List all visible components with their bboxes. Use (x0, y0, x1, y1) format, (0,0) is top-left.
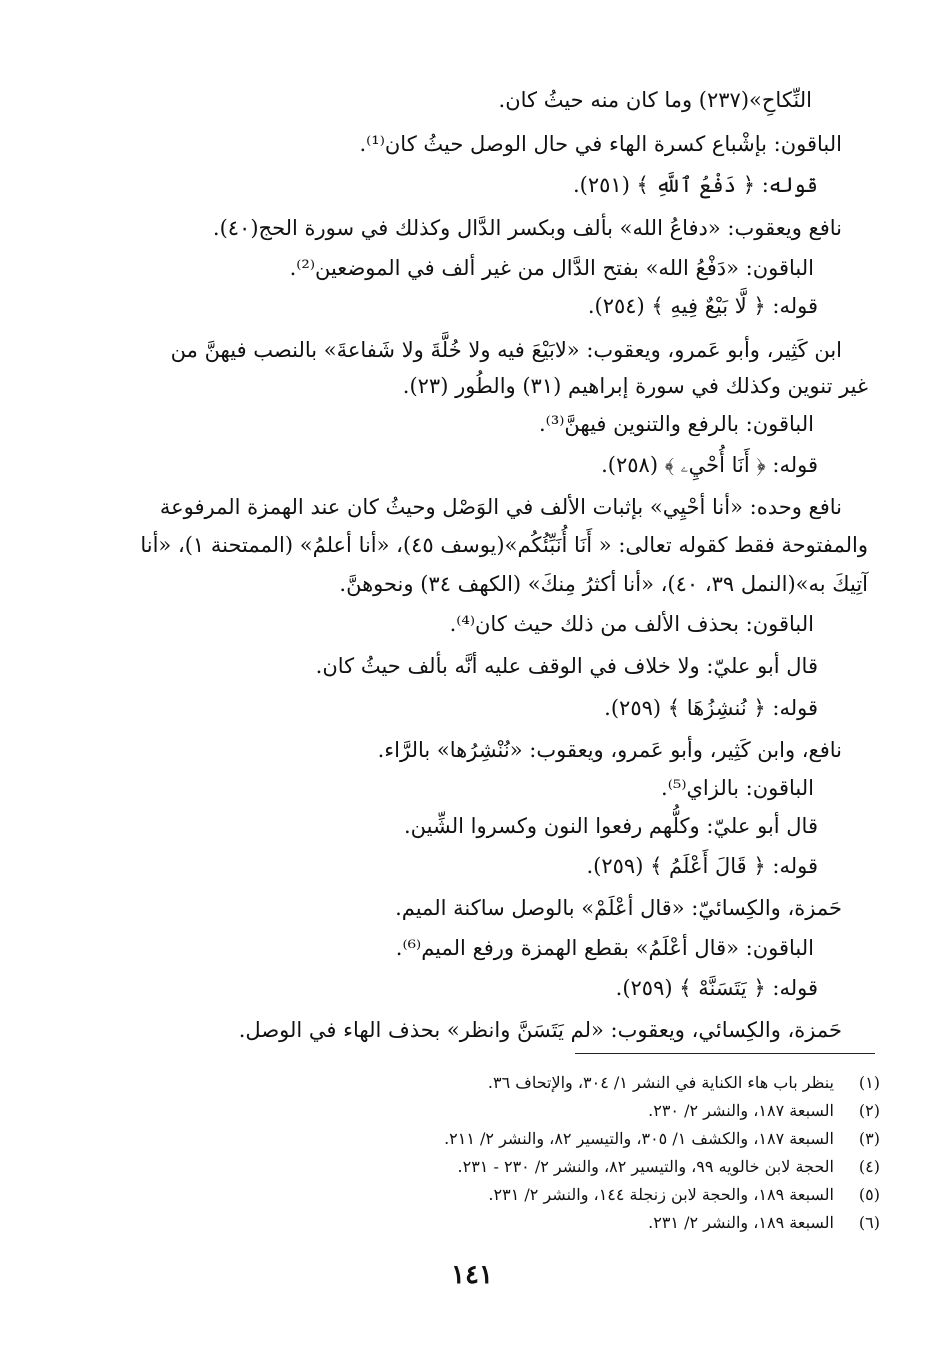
footnote-separator (575, 1053, 875, 1054)
body-line: الباقون: بالزاي⁽⁵⁾. (661, 776, 814, 800)
footnote-number: (٣) (858, 1129, 880, 1148)
footnote-number: (٤) (858, 1157, 880, 1176)
body-line: قال أبو عليّ: ولا خلاف في الوقف عليه أنَّه بألف حيثُ كان. (315, 654, 818, 678)
body-line: قوله: ﴿ لَّا بَيْعٌ فِيهِ ﴾ (٢٥٤). (587, 294, 818, 318)
page-number: ١٤١ (451, 1260, 493, 1290)
body-line: قوله: ﴿ نُنشِزُهَا ﴾ (٢٥٩). (604, 696, 818, 720)
body-line: قال أبو عليّ: وكلُّهم رفعوا النون وكسروا الشِّين. (404, 814, 818, 838)
footnote-text: السبعة ١٨٧، والكشف ١/ ٣٠٥، والتيسير ٨٢، والنشر ٢/ ٢١١. (444, 1129, 834, 1148)
footnote (648, 1210, 880, 1236)
footnote (488, 1182, 880, 1208)
footnote-number: (١) (858, 1073, 880, 1092)
footnote-text: السبعة ١٨٧، والنشر ٢/ ٢٣٠. (648, 1101, 834, 1120)
body-line: نافع، وابن كَثِير، وأبو عَمرو، ويعقوب: «نُنْشِرُها» بالرَّاء. (377, 738, 842, 762)
body-line: الباقون: بإشْباع كسرة الهاء في حال الوصل حيثُ كان⁽¹⁾. (359, 132, 842, 156)
footnote-text: السبعة ١٨٩، والنشر ٢/ ٢٣١. (648, 1213, 834, 1232)
body-line: النِّكاحِ»(٢٣٧) وما كان منه حيثُ كان. (498, 88, 812, 112)
footnote (648, 1098, 880, 1124)
footnote-text: ينظر باب هاء الكناية في النشر ١/ ٣٠٤، والإتحاف ٣٦. (487, 1073, 834, 1092)
footnote-number: (٥) (858, 1185, 880, 1204)
footnote-number: (٢) (858, 1101, 880, 1120)
body-line: الباقون: بحذف الألف من ذلك حيث كان⁽⁴⁾. (449, 612, 814, 636)
footnote-text: السبعة ١٨٩، والحجة لابن زنجلة ١٤٤، والنشر ٢/ ٢٣١. (488, 1185, 834, 1204)
body-line: حَمزة، والكِسائي، ويعقوب: «لم يَتَسَنَّ وانظر» بحذف الهاء في الوصل. (238, 1018, 842, 1042)
body-line: حَمزة، والكِسائيّ: «قال أعْلَمْ» بالوصل ساكنة الميم. (395, 896, 842, 920)
body-line: غير تنوين وكذلك في سورة إبراهيم (٣١) والطُور (٢٣). (402, 374, 868, 398)
body-line: الباقون: «دَفْعُ الله» بفتح الدَّال من غير ألف في الموضعين⁽²⁾. (289, 256, 814, 280)
footnote (458, 1154, 880, 1180)
body-line: آتِيكَ به»(النمل ٣٩، ٤٠)، «أنا أكثرُ مِنكَ» (الكهف ٣٤) ونحوهنَّ. (339, 572, 868, 596)
body-line: قوله: ﴿ يَتَسَنَّهْ ﴾ (٢٥٩). (615, 976, 818, 1000)
body-line: ابن كَثِير، وأبو عَمرو، ويعقوب: «لابَيْعَ فيه ولا خُلَّةَ ولا شَفاعةَ» بالنصب فيهنَّ من (170, 338, 842, 362)
body-line: نافع وحده: «أنا أحْيِي» بإثبات الألف في الوَصْل وحيثُ كان عند الهمزة المرفوعة (159, 495, 842, 519)
body-line: الباقون: «قال أعْلَمُ» بقطع الهمزة ورفع الميم⁽⁶⁾. (395, 936, 814, 960)
footnote-text: الحجة لابن خالويه ٩٩، والتيسير ٨٢، والنشر ٢/ ٢٣٠ - ٢٣١. (457, 1157, 834, 1176)
body-line: قوله: ﴿ أَنَا أُحْيِۦ ﴾ (٢٥٨). (601, 453, 818, 477)
body-line: نافع ويعقوب: «دفاعُ الله» بألف وبكسر الدَّال وكذلك في سورة الحج(٤٠). (212, 216, 842, 240)
body-line: والمفتوحة فقط كقوله تعالى: « أَنَا أُنَبِّئُكُم»(يوسف ٤٥)، «أنا أعلمُ» (الممتحنة ١)، «أنا (140, 533, 868, 557)
footnote-number: (٦) (858, 1213, 880, 1232)
body-line: قوله: ﴿ قَالَ أَعْلَمُ ﴾ (٢٥٩). (586, 854, 818, 878)
body-line: قوله: ﴿ دَفْعُ ٱللَّهِ ﴾ (٢٥١). (572, 173, 818, 197)
footnote (444, 1126, 880, 1152)
footnote (488, 1070, 880, 1096)
body-line: الباقون: بالرفع والتنوين فيهنَّ⁽³⁾. (538, 412, 814, 436)
